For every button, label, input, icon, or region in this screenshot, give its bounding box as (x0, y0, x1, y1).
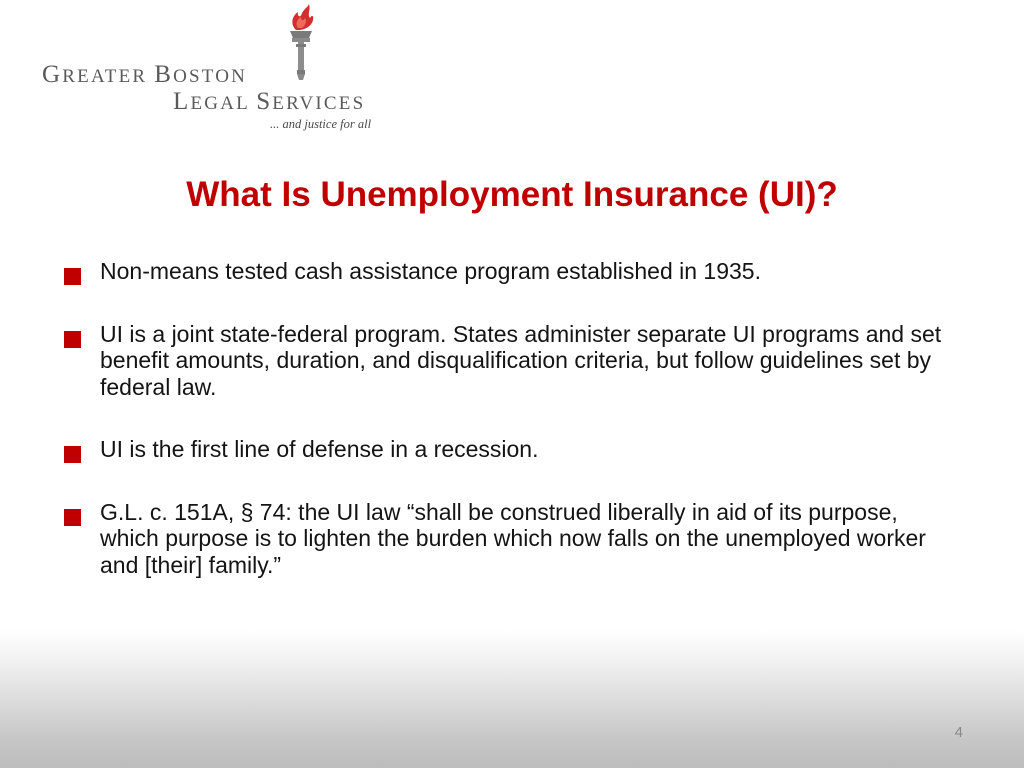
bullet-text: Non-means tested cash assistance program established in 1935. (100, 258, 761, 284)
bullet-item (62, 499, 962, 579)
logo-tagline: ... and justice for all (270, 117, 372, 131)
slide-title: What Is Unemployment Insurance (UI)? (186, 175, 838, 214)
bullet-list (62, 258, 962, 578)
bullet-item (62, 258, 962, 285)
bullet-item (62, 321, 962, 401)
square-bullet-icon (64, 268, 81, 285)
bullet-text: UI is a joint state-federal program. States administer separate UI programs and set benefit amounts, duration, and disqualification criteria, but follow guidelines set by federal law. (100, 320, 942, 400)
organization-logo (40, 4, 400, 134)
page-number: 4 (954, 724, 963, 741)
logo-line-greater-boston: GREATER BOSTON (42, 61, 248, 88)
bullet-text: G.L. c. 151A, § 74: the UI law “shall be construed liberally in aid of its purpose, which purpose is to lighten the burden which now falls on the unemployed worker and [their] family.” (100, 498, 926, 578)
square-bullet-icon (64, 509, 81, 526)
square-bullet-icon (64, 331, 81, 348)
bullet-text: UI is the first line of defense in a recession. (100, 436, 539, 462)
square-bullet-icon (64, 446, 81, 463)
logo-line-legal-services: LEGAL SERVICES (173, 88, 366, 115)
bullet-item (62, 436, 962, 463)
torch-icon (282, 4, 318, 80)
